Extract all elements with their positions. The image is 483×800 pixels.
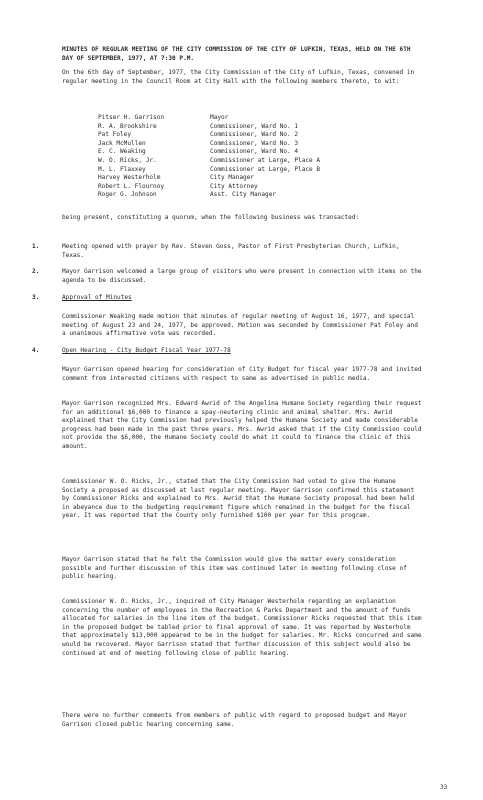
member-role: Commissioner, Ward No. 4: [210, 148, 299, 156]
item-number: 2.: [32, 268, 40, 275]
item-heading-minutes: Approval of Minutes: [62, 294, 132, 301]
member-name: Pat Foley: [98, 131, 132, 139]
item-heading-budget: Open Hearing - City Budget Fiscal Year 1977-78: [62, 347, 231, 354]
minutes-motion-paragraph: Commissioner Weaking made motion that minutes of regular meeting of August 16, 1977, and special meeting of August 23 and 24, 1977, be approved. Motion was seconded by Commissioner Pat Foley and a unanimous affirmative vote was recorded.: [62, 313, 422, 338]
member-name: M. L. Flaxxey: [98, 165, 146, 173]
member-name: E. C. Weaking: [98, 148, 146, 156]
member-name: R. A. Brookshire: [98, 122, 157, 130]
member-role: City Manager: [210, 174, 255, 182]
member-role: Commissioner, Ward No. 3: [210, 139, 299, 147]
opening-paragraph: On the 6th day of September, 1977, the City Commission of the City of Lufkin, Texas, convened in regular meeting in the Council Room at City Hall with the following members thereto, to wit:: [62, 69, 418, 85]
member-role: Commissioner, Ward No. 2: [210, 131, 299, 139]
member-name: Roger G. Johnson: [98, 191, 157, 199]
roster-row: [98, 191, 378, 200]
member-name: Jack McMullen: [98, 139, 146, 147]
roster-row: [98, 140, 378, 149]
member-name: Pitser H. Garrison: [98, 114, 165, 121]
member-role: Mayor: [210, 114, 229, 121]
roster-row: [98, 148, 378, 157]
member-name: W. O. Ricks, Jr.: [98, 156, 157, 164]
roster-row: [98, 123, 378, 132]
member-role: Commissioner, Ward No. 1: [210, 122, 299, 130]
ricks-inquiry-paragraph: Commissioner W. O. Ricks, Jr., inquired of City Manager Westerholm regarding an explanation concerning the number of employees in the Recreation & Parks Department and the amount of funds allocated for salaries in the line item of the budget. Commissioner Ricks requested that this item in the proposed budget be tabled prior to final approval of same. It was reported by Westerholm that approximately $13,000 appeared to be in the budget for salaries. Mr. Ricks concurred and same would be recovered. Mayor Garrison stated that further discussion of this subject would also be continued at end of meeting following close of public hearing.: [62, 598, 426, 657]
roster-row: [98, 114, 378, 123]
budget-opening-paragraph: Mayor Garrison opened hearing for consideration of City Budget for fiscal year 1977-78 and invited comment from interested citizens with respect to same as advertised in public media.: [62, 366, 426, 382]
member-name: Harvey Westerholm: [98, 174, 161, 182]
humane-society-paragraph: Mayor Garrison recognized Mrs. Edward Awrid of the Angelina Humane Society regarding their request for an additional $6,000 to finance a spay-neutering clinic and animal shelter. Mrs. Awrid explained that the City Commission had previously helped the Humane Society and made considerable progress had been made in the past three years. Mrs. Awrid asked that if the City Commission could not provide the $6,000, the Humane Society could do what it could to finance the clinic of this amount.: [62, 400, 426, 450]
members-roster: [98, 114, 378, 200]
item-number: 3.: [32, 294, 40, 301]
member-role: Commissioner at Large, Place B: [210, 165, 321, 173]
item-text-prayer: Meeting opened with prayer by Rev. Steven Goss, Pastor of First Presbyterian Church, Lufkin, Texas.: [62, 243, 404, 259]
member-role: Commissioner at Large, Place A: [210, 156, 321, 164]
roster-row: [98, 131, 378, 140]
page-number: 33: [440, 784, 448, 791]
garrison-continue-paragraph: Mayor Garrison stated that he felt the Commission would give the matter every consideration possible and further discussion of this item was continued later in meeting following close of public hearing.: [62, 556, 411, 581]
roster-row: [98, 183, 378, 192]
quorum-statement: being present, constituting a quorum, when the following business was transacted:: [62, 214, 360, 221]
item-text-welcome: Mayor Garrison welcomed a large group of visitors who were present in connection with items on the agenda to be discussed.: [62, 268, 426, 284]
item-number: 1.: [32, 243, 40, 250]
item-number: 4.: [32, 347, 40, 354]
member-role: Asst. City Manager: [210, 191, 277, 199]
member-name: Robert L. Flournoy: [98, 182, 165, 190]
roster-row: [98, 174, 378, 183]
ricks-humane-paragraph: Commissioner W. O. Ricks, Jr., stated that the City Commission had voted to give the Humane Society a proposed as discussed at last regular meeting. Mayor Garrison confirmed this statement by Commissioner Ricks and explained to Mrs. Awrid that the Humane Society proposal had been held in abeyance due to the budgeting requirement figure which remained in the budget for the fiscal year. It was reported that the County only furnished $100 per year for this program.: [62, 478, 418, 520]
closing-paragraph: There were no further comments from members of public with regard to proposed budget and Mayor Garrison closed public hearing concerning same.: [62, 712, 411, 728]
member-role: City Attorney: [210, 182, 258, 190]
document-title: MINUTES OF REGULAR MEETING OF THE CITY COMMISSION OF THE CITY OF LUFKIN, TEXAS, HELD ON THE 6TH DAY OF SEPTEMBER, 1977, AT 7:30 P.M.: [62, 46, 415, 62]
roster-row: [98, 157, 378, 166]
roster-row: [98, 166, 378, 175]
